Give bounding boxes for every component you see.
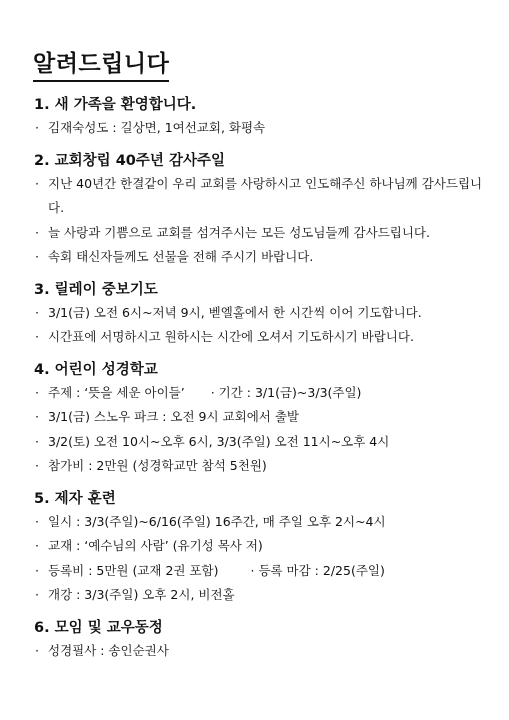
item-text: 속회 태신자들께도 선물을 전해 주시기 바랍니다.	[48, 249, 314, 264]
bullet-mark: ·	[35, 304, 39, 320]
item-text: 성경필사 : 송인순권사	[48, 642, 169, 658]
bullet-mark: ·	[35, 224, 39, 240]
bullet-mark: ·	[35, 642, 39, 658]
list-item	[34, 510, 484, 535]
list-item	[34, 301, 484, 326]
item-text: 3/1(금) 오전 6시~저녁 9시, 벧엘홀에서 한 시간씩 이어 기도합니다.	[48, 304, 422, 320]
bullet-mark: ·	[35, 409, 39, 424]
bullet-mark: ·	[35, 249, 39, 264]
list-item	[34, 583, 484, 608]
list-item	[34, 430, 484, 455]
item-text: 등록 마감 : 2/25(주일)	[258, 562, 385, 578]
bullet-mark: ·	[35, 562, 39, 578]
bullet-mark: ·	[35, 458, 39, 473]
item-text: 기간 : 3/1(금)~3/3(주일)	[218, 384, 362, 400]
list-item	[34, 381, 484, 406]
list-item	[34, 405, 484, 430]
list-item	[34, 172, 484, 221]
bullet-mark: ·	[35, 120, 39, 135]
item-text: 일시 : 3/3(주일)~6/16(주일) 16주간, 매 주일 오후 2시~4시	[48, 513, 386, 529]
bullet-mark: ·	[35, 384, 39, 400]
item-text: 3/1(금) 스노우 파크 : 오전 9시 교회에서 출발	[48, 409, 299, 424]
bullet-mark: ·	[35, 329, 39, 344]
section-heading-welcome: 1. 새 가족을 환영합니다.	[34, 97, 197, 113]
page-title: 알려드립니다	[33, 49, 169, 82]
list-item	[34, 454, 484, 479]
list-item	[34, 639, 484, 664]
list-item	[34, 534, 484, 559]
bullet-mark: ·	[210, 384, 215, 400]
item-text: 주제 : ‘뜻을 세운 아이들’	[48, 384, 185, 400]
item-text: 늘 사랑과 기쁨으로 교회를 섬겨주시는 모든 성도님들께 감사드립니다.	[48, 224, 430, 240]
section-heading-bible-school: 4. 어린이 성경학교	[34, 361, 158, 378]
section-heading-relay-prayer: 3. 릴레이 중보기도	[34, 281, 158, 298]
list-item	[34, 221, 484, 246]
announcement-list	[34, 94, 484, 663]
bullet-mark: ·	[35, 433, 39, 449]
item-text: 등록비 : 5만원 (교재 2권 포함)	[48, 562, 219, 578]
bullet-mark: ·	[35, 175, 39, 191]
bullet-mark: ·	[35, 513, 39, 529]
item-text: 지난 40년간 한결같이 우리 교회를 사랑하시고 인도해주신 하나님께 감사드립니다.	[48, 175, 483, 215]
section-heading-discipleship: 5. 제자 훈련	[34, 490, 116, 507]
bullet-mark: ·	[35, 538, 39, 553]
list-item	[34, 245, 484, 270]
section-heading-meetings: 6. 모임 및 교우동정	[34, 619, 163, 636]
item-text: 김재숙성도 : 길상면, 1여선교회, 화평속	[48, 120, 266, 135]
item-text: 3/2(토) 오전 10시~오후 6시, 3/3(주일) 오전 11시~오후 4시	[48, 433, 390, 449]
item-text: 교재 : ‘예수님의 사람’ (유기성 목사 저)	[48, 538, 263, 553]
bullet-mark: ·	[250, 562, 255, 578]
list-item	[34, 116, 484, 141]
item-text: 참가비 : 2만원 (성경학교만 참석 5천원)	[48, 458, 267, 473]
list-item	[34, 559, 484, 584]
bullet-mark: ·	[35, 587, 39, 602]
item-text: 시간표에 서명하시고 원하시는 시간에 오셔서 기도하시기 바랍니다.	[48, 329, 414, 344]
list-item	[34, 325, 484, 350]
section-heading-anniversary: 2. 교회창립 40주년 감사주일	[34, 152, 225, 169]
item-text: 개강 : 3/3(주일) 오후 2시, 비전홀	[48, 587, 235, 602]
